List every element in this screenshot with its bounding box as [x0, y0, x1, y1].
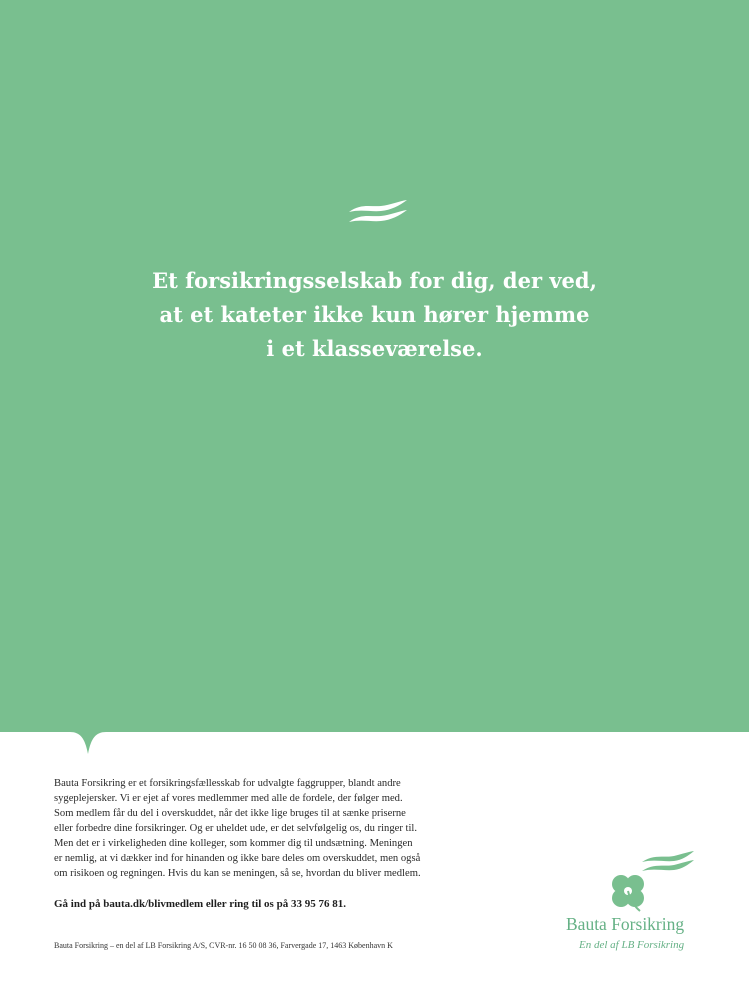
body-line: Bauta Forsikring er et forsikringsfællesskab for udvalgte faggrupper, blandt andre — [54, 778, 401, 789]
headline-line-3: i et klasseværelse. — [266, 336, 483, 361]
hero-headline — [100, 264, 649, 366]
headline-line-2: at et kateter ikke kun hører hjemme — [159, 302, 590, 327]
body-line: eller forbedre dine forsikringer. Og er uheldet ude, er det selvfølgelig os, du ringer til. — [54, 823, 418, 834]
legal-footer: Bauta Forsikring – en del af LB Forsikring A/S, CVR-nr. 16 50 08 36, Farvergade 17, 1463 København K — [54, 941, 393, 950]
brand-tagline: En del af LB Forsikring — [579, 939, 685, 951]
wave-icon — [347, 198, 409, 224]
body-line: om risikoen og regningen. Hvis du kan se meningen, så se, hvordan du bliver medlem. — [54, 868, 421, 879]
body-line: Men det er i virkeligheden dine kolleger, som kommer dig til undsætning. Meningen — [54, 838, 413, 849]
body-line: sygeplejersker. Vi er ejet af vores medlemmer med alle de fordele, der følger med. — [54, 793, 403, 804]
brand-logo — [560, 848, 720, 958]
call-to-action: Gå ind på bauta.dk/blivmedlem eller ring til os på 33 95 76 81. — [54, 898, 346, 910]
body-line: Som medlem får du del i overskuddet, når det ikke lige bruges til at sænke priserne — [54, 808, 406, 819]
headline-line-1: Et forsikringsselskab for dig, der ved, — [152, 268, 597, 293]
brand-name: Bauta Forsikring — [566, 914, 685, 934]
clover-wave-logo-icon — [604, 848, 696, 914]
body-line: er nemlig, at vi dækker ind for hinanden og ikke bare deles om overskuddet, men også — [54, 853, 421, 864]
speech-notch — [0, 726, 749, 756]
body-paragraph — [54, 776, 524, 881]
